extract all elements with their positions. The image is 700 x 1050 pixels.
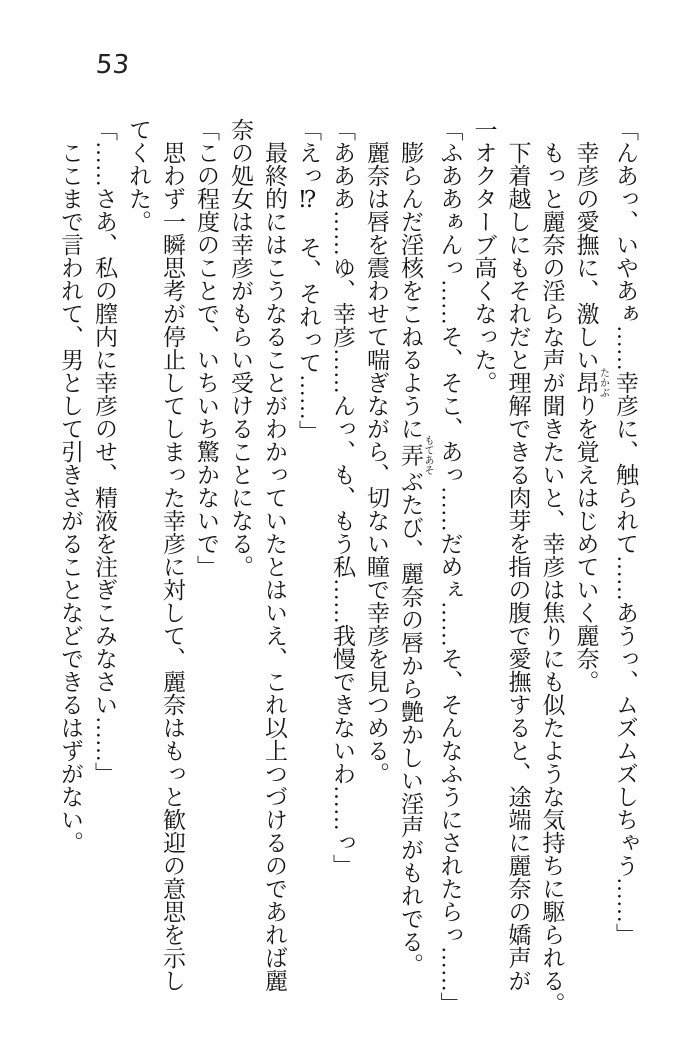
text-column: てくれた。 xyxy=(126,118,151,233)
text-column: 「んあっ、いやあぁ……幸彦に、触られて……あうっ、ムズムズしちゃう……」 xyxy=(613,118,638,946)
text-column: 「あああ……ゆ、幸彦……んっ、も、もう私……我慢できないわ……っ」 xyxy=(330,118,355,877)
ruby-annotated-word: 弄 もてあそ xyxy=(398,435,433,475)
text-column: 一オクターブ高くなった。 xyxy=(471,118,497,394)
text-column: 「ふああぁんっ……そ、そこ、あっ……だめぇ……そ、そんなふうにされたらっ……」 xyxy=(437,118,463,1015)
text-column: 膨らんだ淫核をこねるように弄 もてあそぶたび、麗奈の唇から艶かしい淫声がもれでる。 xyxy=(398,141,433,976)
text-column: ここまで言われて、男として引きさがることなどできるはずがない。 xyxy=(58,141,83,854)
text-column: 「……さあ、私の膣内に幸彦のせ、精液を注ぎこみなさい……」 xyxy=(92,118,117,785)
text-column: 「えっ⁉ そ、それって……」 xyxy=(296,118,321,443)
vertical-text-block xyxy=(53,118,642,1022)
page-number: 53 xyxy=(94,50,131,80)
text-column: 下着越しにもそれだと理解できる肉芽を指の腹で愛撫すると、途端に麗奈の嬌声が xyxy=(505,141,531,992)
ruby-annotated-word: 昂 たかぶ xyxy=(573,367,609,398)
furigana: もてあそ xyxy=(422,435,433,475)
text-column: 奈の処女は幸彦がもらい受けることになる。 xyxy=(228,118,253,578)
text-column: 幸彦の愛撫に、激しい昂 たかぶりを覚えはじめていく麗奈。 xyxy=(573,141,609,693)
text-column: もっと麗奈の淫らな声が聞きたいと、幸彦は焦りにも似たような気持ちに駆られる。 xyxy=(539,141,565,1015)
text-column: 麗奈は唇を震わせて喘ぎながら、切ない瞳で幸彦を見つめる。 xyxy=(364,141,389,785)
text-column: 「この程度のことで、いちいち驚かないで」 xyxy=(194,118,219,578)
text-column: 思わず一瞬思考が停止してしまった幸彦に対して、麗奈はもっと歓迎の意思を示し xyxy=(160,141,185,992)
furigana: たかぶ xyxy=(597,367,609,398)
text-column: 最終的にはこうなることがわかっていたとはいえ、これ以上つづけるのであれば麗 xyxy=(262,141,287,992)
